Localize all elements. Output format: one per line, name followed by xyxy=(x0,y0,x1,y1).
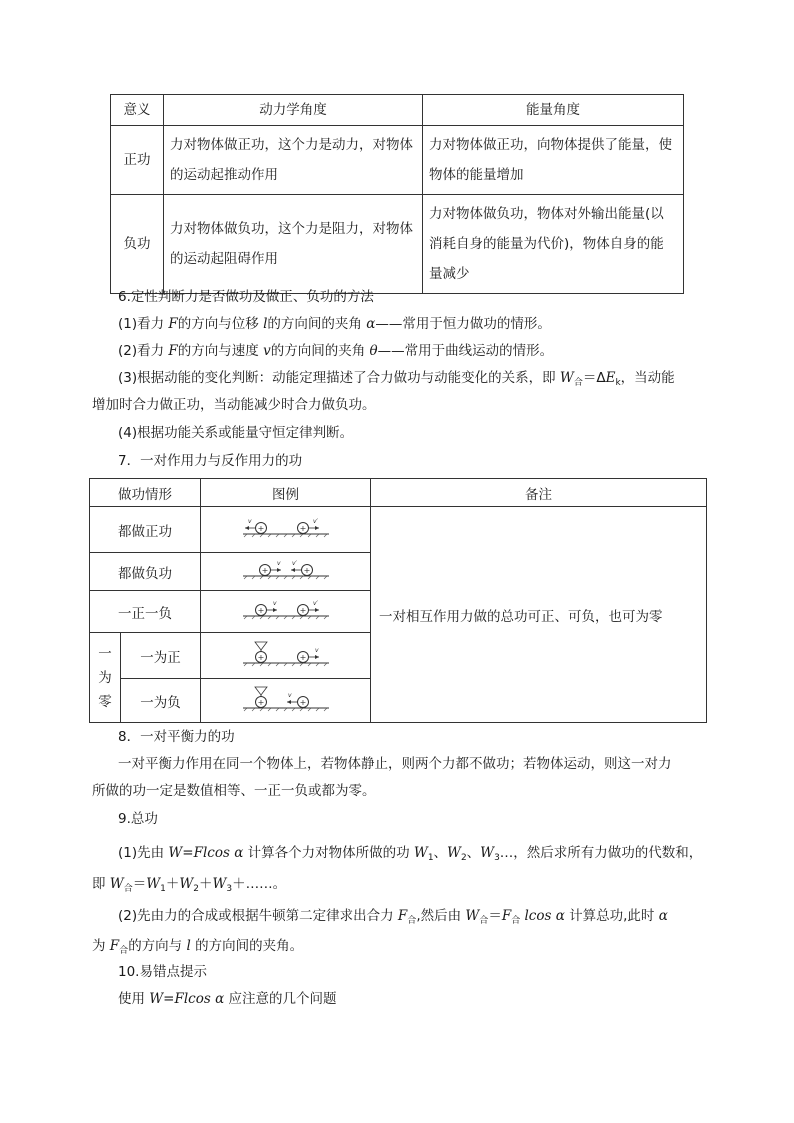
section-8-title: 8．一对平衡力的功 xyxy=(118,729,235,745)
table-header-row xyxy=(90,479,707,507)
section-8-line-2: 所做的功一定是数值相等、一正一负或都为零。 xyxy=(92,783,376,799)
cell-text: 力对物体做正功，向物体提供了能量，使物体的能量增加 xyxy=(429,137,672,183)
table-row xyxy=(111,126,684,195)
text: 的方向与位移 xyxy=(177,316,264,332)
text: ＋……。 xyxy=(232,876,287,892)
text: 为 xyxy=(98,669,112,686)
symbol: v xyxy=(263,343,271,359)
section-9-para-1-cont xyxy=(92,874,286,899)
section-7-title: 7．一对作用力与反作用力的功 xyxy=(118,453,303,469)
section-10-title: 10.易错点提示 xyxy=(118,964,207,980)
one-zero-one-positive-diagram xyxy=(241,640,331,672)
svg-text:+: + xyxy=(299,605,306,615)
svg-text:+: + xyxy=(257,605,264,615)
header-cell: 意义 xyxy=(111,95,164,126)
symbol: F xyxy=(168,343,178,359)
table-cell xyxy=(423,126,684,195)
text: ＋ xyxy=(165,876,180,892)
subscript: 1 xyxy=(427,853,434,863)
text: (2)看力 xyxy=(118,343,169,359)
cell-text: 力对物体做负功，这个力是阻力，对物体的运动起阻碍作用 xyxy=(170,221,413,267)
table-cell xyxy=(423,195,684,294)
text: 使用 xyxy=(118,991,150,1007)
diagram-cell xyxy=(201,633,371,679)
text: ——常用于曲线运动的情形。 xyxy=(377,343,554,359)
symbol: θ xyxy=(369,343,378,359)
row-label: 一正一负 xyxy=(90,591,201,633)
diagram-cell xyxy=(201,679,371,723)
row-label: 正功 xyxy=(111,126,164,195)
text: 的方向与 xyxy=(128,938,187,954)
symbol: α xyxy=(658,908,668,924)
subscript: k xyxy=(615,378,621,388)
text: 的方向与速度 xyxy=(177,343,264,359)
text: ＝ xyxy=(488,908,502,924)
subscript: 合 xyxy=(479,916,489,926)
section-6-item-1 xyxy=(118,314,551,334)
section-6-item-3-cont: 增加时合力做正功，当动能减少时合力做负功。 xyxy=(92,397,376,413)
row-label: 负功 xyxy=(111,195,164,294)
both-negative-diagram xyxy=(241,559,331,585)
text: 计算各个力对物体所做的功 xyxy=(243,845,414,861)
subscript: 1 xyxy=(160,884,166,894)
subscript: 2 xyxy=(460,853,467,863)
svg-text:+: + xyxy=(257,697,264,707)
formula: lcos α xyxy=(520,908,565,924)
row-label: 都做正功 xyxy=(90,507,201,553)
text: (1)看力 xyxy=(118,316,169,332)
subscript: 3 xyxy=(494,853,500,863)
section-9-para-2-cont xyxy=(92,936,303,961)
section-9-title: 9.总功 xyxy=(118,811,158,827)
row-label: 都做负功 xyxy=(90,553,201,591)
velocity-label: v′ xyxy=(291,559,297,567)
formula: W=Flcos α xyxy=(149,991,225,1007)
text: 的方向间的夹角 xyxy=(267,316,367,332)
subscript: 合 xyxy=(119,946,129,956)
text: 一 xyxy=(98,645,112,662)
subscript: 合 xyxy=(573,378,583,388)
comparison-table xyxy=(110,94,684,294)
one-positive-one-negative-diagram xyxy=(241,599,331,625)
table-row xyxy=(90,507,707,553)
note-cell: 一对相互作用力做的总功可正、可负，也可为零 xyxy=(371,507,707,723)
section-6-item-3 xyxy=(118,368,675,393)
header-cell: 能量角度 xyxy=(423,95,684,126)
text: 应注意的几个问题 xyxy=(224,991,337,1007)
diagram-cell xyxy=(201,553,371,591)
section-9-para-2 xyxy=(118,906,668,931)
text: …，然后求所有力做功的代数和， xyxy=(499,845,703,861)
table-row xyxy=(111,195,684,294)
subscript: 2 xyxy=(193,884,199,894)
table-header-row xyxy=(111,95,684,126)
both-positive-diagram xyxy=(241,517,331,543)
symbol: W xyxy=(413,845,428,861)
symbol: F xyxy=(397,908,408,924)
section-6-item-2 xyxy=(118,341,553,361)
subscript: 合 xyxy=(511,916,521,926)
cell-text: 力对物体做正功，这个力是动力，对物体的运动起推动作用 xyxy=(170,137,413,183)
text: ,然后由 xyxy=(416,908,466,924)
svg-text:+: + xyxy=(303,565,310,575)
row-label: 一为负 xyxy=(121,679,201,723)
section-9-para-1 xyxy=(118,843,702,868)
symbol: W xyxy=(146,876,161,892)
text: (3)根据动能的变化判断：动能定理描述了合力做功与动能变化的关系，即 xyxy=(118,370,560,386)
svg-text:+: + xyxy=(299,652,306,662)
text: ＝Δ xyxy=(582,370,606,386)
velocity-label: v′ xyxy=(312,517,318,525)
symbol: l xyxy=(263,316,268,332)
text: 即 xyxy=(92,876,110,892)
table-cell xyxy=(164,126,423,195)
velocity-label: v xyxy=(287,691,292,699)
velocity-label: v xyxy=(247,517,252,525)
symbol: E xyxy=(605,370,616,386)
text: ＋ xyxy=(198,876,213,892)
symbol: l xyxy=(186,938,191,954)
text: 、 xyxy=(433,845,448,861)
text: 、 xyxy=(466,845,481,861)
velocity-label: v xyxy=(276,559,281,567)
symbol: W xyxy=(480,845,495,861)
velocity-label: v xyxy=(272,599,277,607)
row-label: 一为正 xyxy=(121,633,201,679)
svg-text:+: + xyxy=(261,565,268,575)
symbol: W xyxy=(109,876,124,892)
section-6-item-4: (4)根据功能关系或能量守恒定律判断。 xyxy=(118,425,354,441)
symbol: F xyxy=(501,908,512,924)
section-6-title: 6.定性判断力是否做功及做正、负功的方法 xyxy=(118,289,374,305)
text: 的方向间的夹角 xyxy=(270,343,370,359)
svg-text:+: + xyxy=(257,652,264,662)
header-cell: 图例 xyxy=(201,479,371,507)
text: 的方向间的夹角。 xyxy=(190,938,304,954)
velocity-label: v′ xyxy=(312,599,318,607)
text: (1)先由 xyxy=(118,845,169,861)
svg-text:+: + xyxy=(257,523,264,533)
text: 计算总功,此时 xyxy=(564,908,659,924)
header-cell: 做功情形 xyxy=(90,479,201,507)
symbol: F xyxy=(109,938,120,954)
symbol: W xyxy=(465,908,480,924)
subscript: 合 xyxy=(407,916,417,926)
symbol: α xyxy=(366,316,376,332)
symbol: F xyxy=(168,316,178,332)
svg-text:+: + xyxy=(299,523,306,533)
text: 为 xyxy=(92,938,110,954)
diagram-cell xyxy=(201,591,371,633)
header-cell: 备注 xyxy=(371,479,707,507)
section-10-line xyxy=(118,989,337,1009)
header-cell: 动力学角度 xyxy=(164,95,423,126)
table-cell xyxy=(164,195,423,294)
subscript: 3 xyxy=(226,884,233,894)
text: 零 xyxy=(98,693,112,710)
subscript: 合 xyxy=(123,884,133,894)
text: ＝ xyxy=(132,876,147,892)
formula: W=Flcos α xyxy=(168,845,244,861)
symbol: W xyxy=(559,370,574,386)
diagram-cell xyxy=(201,507,371,553)
symbol: W xyxy=(447,845,461,861)
svg-text:+: + xyxy=(299,697,306,707)
action-reaction-table xyxy=(89,478,707,723)
one-zero-one-negative-diagram xyxy=(241,685,331,717)
text: (2)先由力的合成或根据牛顿第二定律求出合力 xyxy=(118,908,398,924)
symbol: W xyxy=(212,876,227,892)
velocity-label: v xyxy=(314,646,319,654)
symbol: W xyxy=(179,876,194,892)
zero-group-label xyxy=(90,633,121,723)
section-8-line-1: 一对平衡力作用在同一个物体上，若物体静止，则两个力都不做功；若物体运动，则这一对力 xyxy=(118,756,672,772)
cell-text: 力对物体做负功，物体对外输出能量(以消耗自身的能量为代价)，物体自身的能量减少 xyxy=(429,206,664,282)
text: ——常用于恒力做功的情形。 xyxy=(375,316,551,332)
text: ，当动能 xyxy=(620,370,675,386)
